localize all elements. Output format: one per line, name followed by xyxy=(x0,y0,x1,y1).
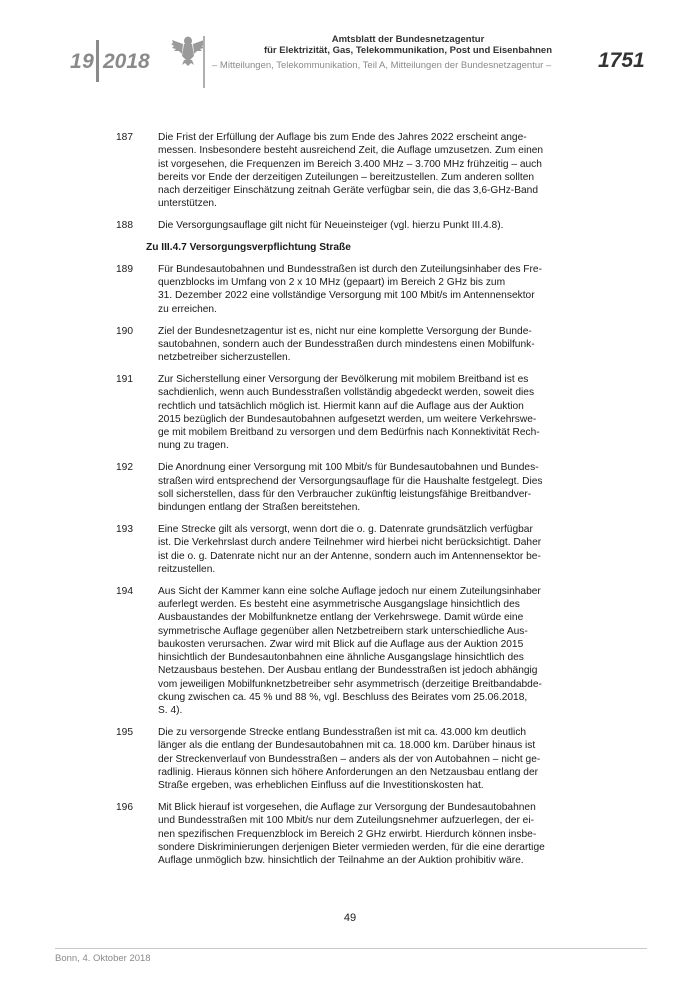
federal-eagle-icon xyxy=(170,32,206,66)
section-heading: Zu III.4.7 Versorgungsverpflichtung Straße xyxy=(146,242,351,254)
header-title-line1: Amtsblatt der Bundesnetzagentur xyxy=(331,34,485,45)
paragraph-187 xyxy=(116,131,596,211)
footer-divider xyxy=(55,948,647,949)
paragraph-number: 194 xyxy=(116,585,133,597)
header-divider xyxy=(96,40,99,82)
document-body xyxy=(116,131,596,876)
paragraph-number: 187 xyxy=(116,132,133,143)
issue-number: 19 xyxy=(70,50,95,73)
paragraph-192 xyxy=(116,461,596,514)
header-separator xyxy=(203,36,205,88)
issue-year: 2018 xyxy=(103,50,150,73)
paragraph-190 xyxy=(116,325,596,365)
paragraph-number: 190 xyxy=(116,325,133,337)
footer-date: Bonn, 4. Oktober 2018 xyxy=(55,953,151,964)
header-title-line2: für Elektrizität, Gas, Telekommunikation, Post und Eisenbahnen xyxy=(263,45,553,56)
paragraph-195 xyxy=(116,726,596,792)
paragraph-text: Die Versorgungsauflage gilt nicht für Neueinsteiger (vgl. hierzu Punkt III.4.8). xyxy=(158,220,504,232)
paragraph-196 xyxy=(116,801,596,867)
paragraph-193 xyxy=(116,523,596,576)
paragraph-number: 189 xyxy=(116,263,133,275)
paragraph-number: 195 xyxy=(116,727,133,739)
paragraph-text: Die zu versorgende Strecke entlang Bundesstraßen ist mit ca. 43.000 km deutlich länger als die entlang der Bundesautobahnen mit ca. 18.000 km. Darüber hinaus ist der Streckenverlauf von Bundesstraßen – anders als der von Autobahnen – nicht ge- radlinig. Hieraus können sich höhere Anforderungen an den Netzausbau entlang der Straße ergeben, was erheblichen Einfluss auf die Investitionskosten hat. xyxy=(158,727,541,792)
paragraph-text: Die Frist der Erfüllung der Auflage bis zum Ende des Jahres 2022 erscheint ange- messen. Insbesondere besteht ausreichend Zeit, die Auflage umzusetzen. Zum einen ist vorgesehen, die Frequenzen im Bereich 3.400 MHz – 3.700 MHz frühzeitig – auch bereits vor Ende der derzeitigen Zuteilungen – bereitzustellen. Zum anderen sollten nach derzeitiger Einschätzung zeitnah Geräte verfügbar sein, die das 3,6-GHz-Band unterstützen. xyxy=(158,132,544,210)
page-number: 49 xyxy=(343,912,357,924)
paragraph-text: Zur Sicherstellung einer Versorgung der Bevölkerung mit mobilem Breitband ist es sachdienlich, wenn auch Bundesstraßen vollständig abgedeckt werden, soweit dies rechtlich und tatsächlich möglich ist. Hiermit kann auf die Auflage aus der Auktion 2015 bezüglich der Bundesautobahnen aufgesetzt werden, um weitere Verkehrswe- ge mit mobilem Breitband zu versorgen und dem Bedürfnis nach Konnektivität Rech- nung zu tragen. xyxy=(158,373,540,452)
paragraph-text: Aus Sicht der Kammer kann eine solche Auflage jedoch nur einem Zuteilungsinhaber auferlegt werden. Es besteht eine asymmetrische Ausgangslage hinsichtlich des Ausbaustandes der Mobilfunknetze entlang der Verkehrswege. Damit würde eine symmetrische Auflage gegenüber allen Netzbetreibern stark unterschiedliche Aus- baukosten verursachen. Zwar wird mit Blick auf die Auflage aus der Auktion 2015 hinsichtlich der Bundesautonbahnen eine ähnliche Ausgangslage hinsichtlich des Netzausbaus bestehen. Der Ausbau entlang der Bundesstraßen ist jedoch abhängig vom jeweiligen Mobilfunknetzbetreiber sehr asymmetrisch (derzeitige Breitbandabde- ckung zwischen ca. 45 % und 88 %, vgl. Beschluss des Beirates vom 25.06.2018, S. 4). xyxy=(158,585,542,717)
paragraph-number: 188 xyxy=(116,220,133,232)
paragraph-188 xyxy=(116,219,596,232)
paragraph-text: Eine Strecke gilt als versorgt, wenn dort die o. g. Datenrate grundsätzlich verfügbar ist. Die Verkehrslast durch andere Teilnehmer wird hierbei nicht berücksichtigt. Daher ist die o. g. Datenrate nicht nur an der Antenne, sondern auch im Antennensektor be- reitzustellen. xyxy=(158,523,542,575)
paragraph-number: 196 xyxy=(116,802,133,814)
paragraph-191 xyxy=(116,373,596,453)
paragraph-text: Die Anordnung einer Versorgung mit 100 Mbit/s für Bundesautobahnen und Bundes- straßen wird entsprechend der Versorgungsauflage für die Haushalte festgelegt. Dies soll sicherstellen, dass für den Verbraucher zukünftig leistungsfähige Breitbandver- bindungen entlang der Straßen bereitstehen. xyxy=(158,462,543,514)
paragraph-number: 191 xyxy=(116,373,133,385)
paragraph-number: 193 xyxy=(116,523,133,535)
paragraph-194 xyxy=(116,585,596,718)
paragraph-text: Ziel der Bundesnetzagentur ist es, nicht nur eine komplette Versorgung der Bunde- sautobahnen, sondern auch der Bundesstraßen durch mindestens einen Mobilfunk- netzbetreiber sicherzustellen. xyxy=(158,325,535,364)
header-page-number: 1751 xyxy=(598,49,645,72)
header-subtitle: – Mitteilungen, Telekommunikation, Teil A, Mitteilungen der Bundesnetzagentur – xyxy=(212,60,552,71)
paragraph-text: Für Bundesautobahnen und Bundesstraßen ist durch den Zuteilungsinhaber des Fre- quenzblocks im Umfang von 2 x 10 MHz (gepaart) im Bereich 2 GHz bis zum 31. Dezember 2022 eine vollständige Versorgung mit 100 Mbit/s im Antennensektor zu erreichen. xyxy=(158,263,542,315)
paragraph-number: 192 xyxy=(116,462,133,474)
paragraph-189 xyxy=(116,263,596,316)
paragraph-text: Mit Blick hierauf ist vorgesehen, die Auflage zur Versorgung der Bundesautobahnen und Bundesstraßen mit 100 Mbit/s nur dem Zuteilungsnehmer aufzuerlegen, der ei- nen spezifischen Frequenzblock im Bereich 2 GHz erwirbt. Hierdurch können insbe- sondere Diskriminierungen derjenigen Bieter vermieden werden, für die eine derartige Auflage unmöglich bzw. hinsichtlich der Teilnahme an der Auktion prohibitiv wäre. xyxy=(158,802,545,867)
